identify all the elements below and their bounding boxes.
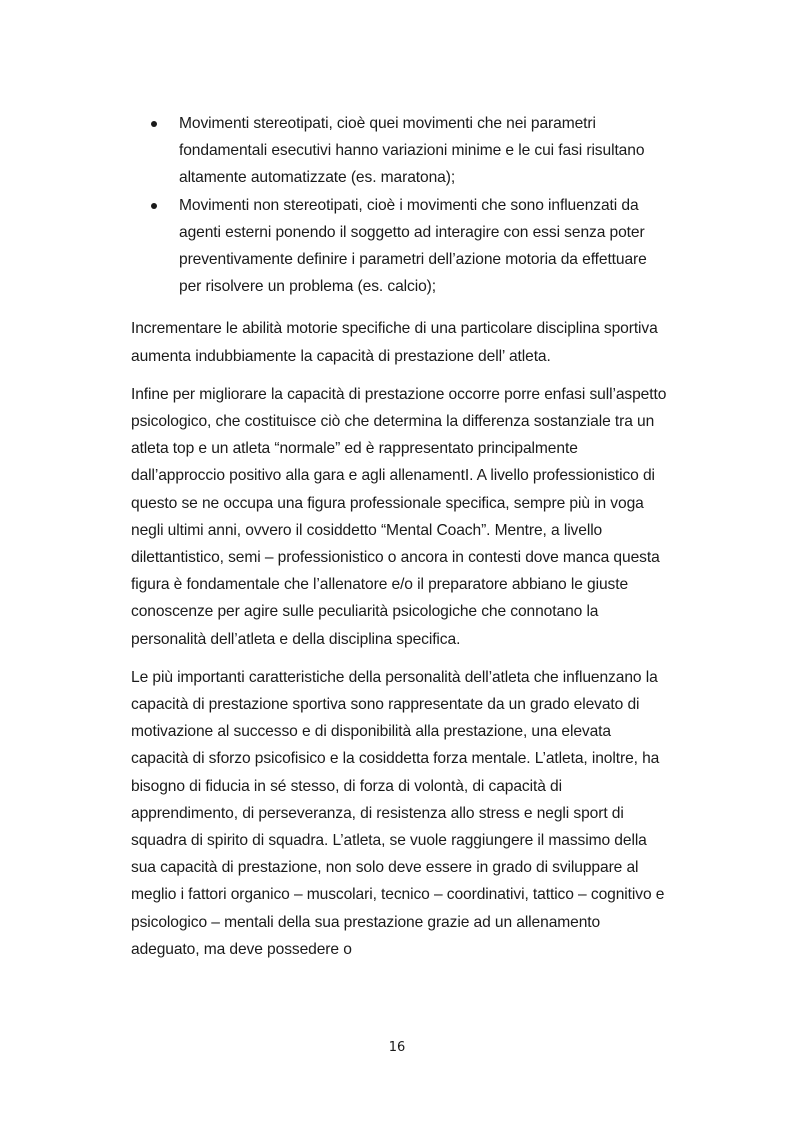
body-text bbox=[131, 110, 671, 963]
paragraph: Incrementare le abilità motorie specifiche di una particolare disciplina sportiva aumenta indubbiamente la capacità di prestazione dell’ atleta. bbox=[131, 320, 658, 365]
list-item bbox=[179, 192, 671, 301]
paragraph: Le più importanti caratteristiche della personalità dell’atleta che influenzano la capacità di prestazione sportiva sono rappresentate da un grado elevato di motivazione al successo e di disponibilità alla prestazione, una elevata capacità di sforzo psicofisico e la cosiddetta forza mentale. L’atleta, inoltre, ha bisogno di fiducia in sé stesso, di forza di volontà, di capacità di apprendimento, di perseveranza, di resistenza allo stress e negli sport di squadra di spirito di squadra. L’atleta, se vuole raggiungere il massimo della sua capacità di prestazione, non solo deve essere in grado di sviluppare al meglio i fattori organico – muscolari, tecnico – coordinativi, tattico – cognitivo e psicologico – mentali della sua prestazione grazie ad un allenamento adeguato, ma deve possedere o bbox=[131, 668, 665, 958]
paragraph: Infine per migliorare la capacità di prestazione occorre porre enfasi sull’aspetto psicologico, che costituisce ciò che determina la differenza sostanziale tra un atleta top e un atleta “normale” ed è rappresentato principalmente dall’approccio positivo alla gara e agli allenamentI. A livello professionistico di questo se ne occupa una figura professionale specifica, sempre più in voga negli ultimi anni, ovvero il cosiddetto “Mental Coach”. Mentre, a livello dilettantistico, semi – professionistico o ancora in contesti dove manca questa figura è fondamentale che l’allenatore e/o il preparatore abbiano le giuste conoscenze per agire sulle peculiarità psicologiche che connotano la personalità dell’atleta e della disciplina specifica. bbox=[131, 385, 667, 648]
list-item-text: Movimenti non stereotipati, cioè i movimenti che sono influenzati da agenti esterni ponendo il soggetto ad interagire con essi senza poter preventivamente definire i parametri dell’azione motoria da effettuare per risolvere un problema (es. calcio); bbox=[179, 196, 647, 296]
list-item bbox=[179, 110, 671, 192]
list-item-text: Movimenti stereotipati, cioè quei movimenti che nei parametri fondamentali esecutivi hanno variazioni minime e le cui fasi risultano altamente automatizzate (es. maratona); bbox=[179, 115, 645, 187]
bullet-icon bbox=[151, 203, 157, 209]
page-number: 16 bbox=[388, 1040, 406, 1055]
bullet-list bbox=[131, 110, 671, 300]
bullet-icon bbox=[151, 121, 157, 127]
